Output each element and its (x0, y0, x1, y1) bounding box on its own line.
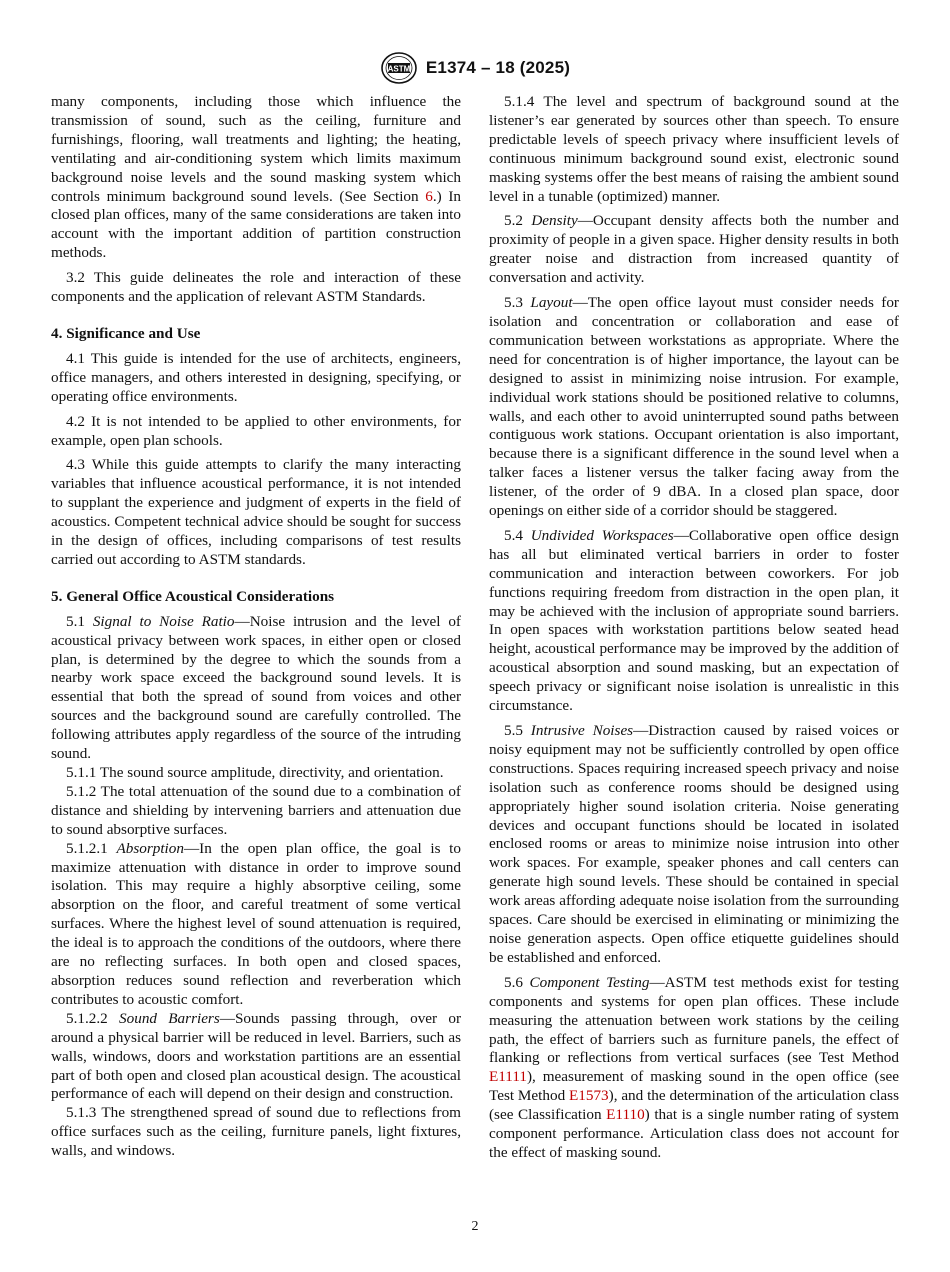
paragraph-5-1-4: 5.1.4 The level and spectrum of background sound at the listener’s ear generated by sources other than speech. To ensure predictable levels of speech privacy where insufficient levels of continuous minimum background sound exist, electronic sound masking systems offer the best means of raising the ambient sound level in a tunable (optimized) manner. (489, 93, 899, 205)
page-header (0, 50, 950, 86)
right-column (489, 93, 899, 1163)
section-5-heading: 5. General Office Acoustical Considerations (51, 587, 335, 605)
paragraph-5-1-1: 5.1.1 The sound source amplitude, directivity, and orientation. (66, 764, 444, 781)
e1573-link[interactable]: E1573 (568, 1087, 609, 1105)
left-column (51, 93, 461, 1161)
paragraph-5-2: 5.2 Density—Occupant density affects both the number and proximity of people in a given space. Higher density results in both greater noise and distraction from increased quantity of conversation and activity. (489, 212, 899, 287)
paragraph-5-1: 5.1 Signal to Noise Ratio—Noise intrusion and the level of acoustical privacy between work spaces, in either open or closed plan, is determined by the degree to which the sounds from a nearby work space exceed the background sound levels. It is essential that both the spread of sound from voices and other sources and the background sound are carefully controlled. The following attributes apply regardless of the source of the intruding sound. (51, 612, 461, 763)
paragraph-5-1-3: 5.1.3 The strengthened spread of sound due to reflections from office surfaces such as the ceiling, furniture panels, light fixtures, walls, and windows. (51, 1104, 461, 1160)
paragraph-5-4: 5.4 Undivided Workspaces—Collaborative open office design has all but eliminated vertical barriers in order to foster communication and interaction between coworkers. For job functions requiring freedom from distraction in the open plan, it may be achieved with the inclusion of appropriate sound barriers. In open spaces with workstation partitions below seated head height, acoustical performance may be improved by the addition of acoustical absorption and sound masking, but an expectation of speech privacy or significant noise isolation is unrealistic in this circumstance. (489, 526, 899, 715)
document-id: E1374 – 18 (2025) (425, 58, 571, 77)
paragraph-5-5: 5.5 Intrusive Noises—Distraction caused by raised voices or noisy equipment may not be sufficiently controlled by open office constructions. Spaces requiring increased speech privacy and noise isolation such as conference rooms should be designed using appropriately higher sound isolation criteria. Noise generating devices and occupant functions should be located in isolated enclosed rooms or areas to minimize noise intrusion into other work spaces. For example, speaker phones and call centers can generate high sound levels. These should be contained in special work areas affording adequate noise isolation from the surrounding spaces. Care should be exercised in eliminating or minimizing the noise generation aspects. Open office etiquette guidelines should be established and enforced. (489, 722, 899, 966)
paragraph-5-1-2-2: 5.1.2.2 Sound Barriers—Sounds passing through, over or around a physical barrier will be reduced in level. Barriers, such as walls, windows, doors and workstation partitions are an essential part of both open and closed plan acoustical design. The acoustical performance of each will depend on their design and construction. (51, 1009, 462, 1103)
paragraph-5-3: 5.3 Layout—The open office layout must consider needs for isolation and concentration or collaboration and ease of communication between workstations as appropriate. Where the need for concentration is of higher importance, the layout can be designed to assist in minimizing noise intrusion. For example, individual work stations should be positioned relative to columns, walls, and each other to avoid uninterrupted sound paths between contiguous work stations. Occupant orientation is also important, because there is a significant difference in the sound level when a talker faces a listener versus the talker facing away from the listener, of the order of 9 dBA. In a closed plan space, door openings on either side of a corridor should be staggered. (489, 294, 899, 520)
svg-text:ASTM: ASTM (387, 64, 411, 74)
astm-logo-icon (380, 51, 418, 85)
paragraph-4-3: 4.3 While this guide attempts to clarify the many interacting variables that influence acoustical performance, it is not intended to supplant the experience and judgment of experts in the field of acoustics. Competent technical advice should be sought for success in the design of offices, including comparisons of test results carried out according to ASTM standards. (51, 456, 461, 568)
e1111-link[interactable]: E1111 (489, 1068, 527, 1086)
page-number: 2 (471, 1219, 479, 1234)
paragraph-5-6: 5.6 Component Testing—ASTM test methods exist for testing components and systems for open plan offices. These include measuring the attenuation between work stations by the ceiling path, the effect of barriers such as furniture panels, the effect of flanking or reflections from vertical surfaces (see Test Method E1111), measurement of masking sound in the open office (see Test Method E1573), and the determination of the articulation class (see Classification E1110) that is a single number rating of system component performance. Articulation class does not account for the effect of masking sound. (489, 973, 899, 1161)
paragraph-3-2: 3.2 This guide delineates the role and interaction of these components and the application of relevant ASTM Standards. (51, 269, 461, 306)
continued-paragraph: many components, including those which influence the transmission of sound, such as the ceiling, furniture and furnishings, flooring, wall treatments and lighting; the heating, ventilating and air-conditioning system which limits maximum background noise levels and the sound masking system which controls minimum background sound levels. (See Section 6.) In closed plan offices, many of the same considerations are taken into account with the important addition of partition construction methods. (51, 93, 461, 262)
paragraph-5-1-2-1: 5.1.2.1 Absorption—In the open plan office, the goal is to maximize attenuation with distance in order to improve sound isolation. This may require a highly absorptive ceiling, some absorption on the floor, and careful treatment of some vertical surfaces. Where the highest level of sound attenuation is required, the ideal is to approach the conditions of the outdoors, where there are no reflecting surfaces. In both open and closed spaces, absorption reduces sound reflection and reverberation which contributes to acoustic comfort. (51, 839, 461, 1008)
section-6-link[interactable]: 6 (425, 187, 433, 205)
paragraph-4-1: 4.1 This guide is intended for the use of architects, engineers, office managers, and others interested in designing, specifying, or operating office environments. (51, 349, 461, 405)
e1110-link[interactable]: E1110 (606, 1106, 645, 1124)
paragraph-5-1-2: 5.1.2 The total attenuation of the sound due to a combination of distance and shielding by intervening barriers and attenuation due to sound absorptive surfaces. (51, 782, 461, 838)
section-4-heading: 4. Significance and Use (51, 324, 201, 342)
paragraph-4-2: 4.2 It is not intended to be applied to other environments, for example, open plan schools. (51, 412, 461, 449)
